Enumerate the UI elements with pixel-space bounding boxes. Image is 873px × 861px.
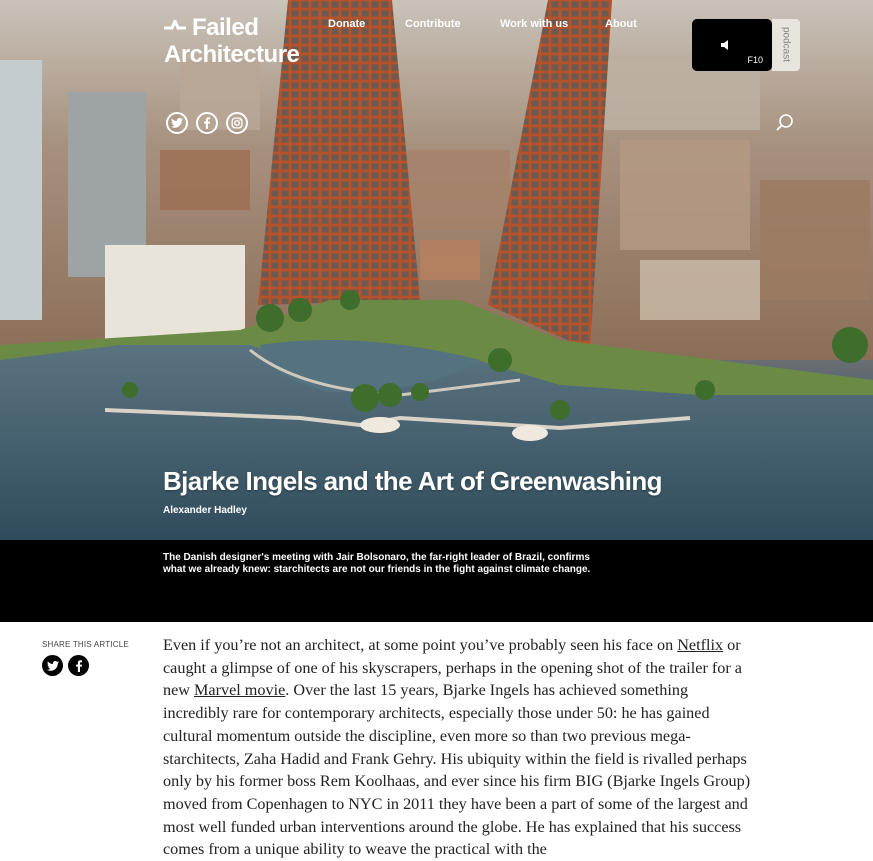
instagram-icon[interactable] bbox=[226, 112, 248, 134]
standfirst-text: The Danish designer's meeting with Jair Bolsonaro, the far-right leader of Brazil, confirms what we already knew: starchitects are not our friends in the fight against climate change. bbox=[163, 552, 591, 575]
podcast-player[interactable] bbox=[692, 19, 772, 71]
search-icon[interactable] bbox=[774, 112, 796, 134]
header-social-links bbox=[166, 112, 248, 134]
article-text-1: Even if you’re not an architect, at some point you’ve probably seen his face on bbox=[163, 636, 678, 654]
logo-text-line1: Failed bbox=[192, 14, 259, 41]
logo-text-line2: Architecture bbox=[164, 41, 300, 68]
marvel-movie-link[interactable]: Marvel movie bbox=[194, 681, 286, 700]
article-text-3: . Over the last 15 years, Bjarke Ingels has achieved something incredibly rare for contemporary architects, especially those under 50: he has gained cultural momentum outside the discipline, even more so than two previous mega-starchitects, Zaha Hadid and Frank Gehry. His ubiquity within the field is rivalled perhaps only by his former boss Rem Koolhaas, and ever since his firm BIG (Bjarke Ingels Group) moved from Copenhagen to NYC in 2011 they have been a part of some of the largest and most well funded urban interventions around the globe. He has explained that his success comes from a unique ability to weave the practical with the bbox=[163, 681, 751, 859]
nav-donate[interactable]: Donate bbox=[328, 18, 366, 30]
twitter-icon bbox=[47, 661, 59, 671]
logo-mark-icon bbox=[164, 20, 186, 36]
podcast-tab[interactable]: podcast bbox=[772, 19, 800, 71]
article-body bbox=[163, 634, 753, 861]
site-logo[interactable] bbox=[164, 14, 299, 68]
netflix-link[interactable]: Netflix bbox=[677, 636, 724, 654]
facebook-icon[interactable] bbox=[196, 112, 218, 134]
article-text-2: or caught a glimpse of one of his skyscrapers, perhaps in the opening shot of the trailer for a new bbox=[163, 636, 742, 700]
article-author[interactable]: Alexander Hadley bbox=[163, 505, 247, 516]
share-label: SHARE THIS ARTICLE bbox=[42, 640, 129, 649]
nav-about[interactable]: About bbox=[605, 18, 637, 30]
nav-work-with-us[interactable]: Work with us bbox=[500, 18, 569, 30]
player-code: F10 bbox=[747, 55, 763, 65]
share-facebook-button[interactable] bbox=[68, 655, 89, 676]
share-twitter-button[interactable] bbox=[42, 655, 63, 676]
article-title: Bjarke Ingels and the Art of Greenwashing bbox=[163, 466, 662, 496]
standfirst-banner bbox=[0, 540, 873, 622]
nav-contribute[interactable]: Contribute bbox=[405, 18, 461, 30]
facebook-icon bbox=[75, 660, 83, 672]
twitter-icon[interactable] bbox=[166, 112, 188, 134]
speaker-icon[interactable] bbox=[720, 39, 732, 51]
